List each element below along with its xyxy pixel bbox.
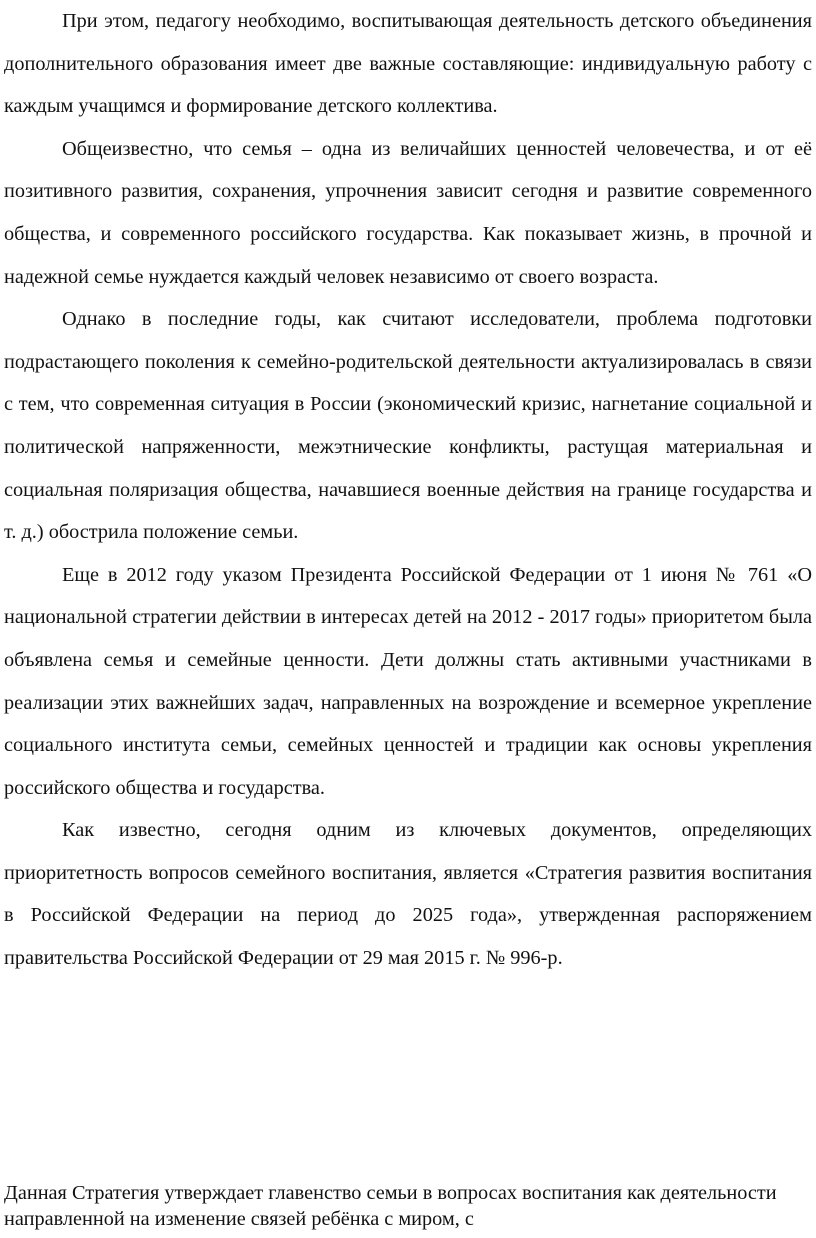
paragraph-1: При этом, педагогу необходимо, воспитывающая деятельность детского объединения дополнительного образования имеет две важные составляющие: индивидуальную работу с каждым учащимся и формирование детского коллектива. (4, 10, 812, 118)
paragraph-tail: Данная Стратегия утверждает главенство семьи в вопросах воспитания как деятельности направленной на изменение связей ребёнка с миром, с (4, 1182, 777, 1230)
paragraph-4: Еще в 2012 году указом Президента Российской Федерации от 1 июня № 761 «О национальной стратегии действии в интересах детей на 2012 - 2017 годы» приоритетом была объявлена семья и семейные ценности. Дети должны стать активными участниками в реализации этих важнейших задач, направленных на возрождение и всемерное укрепление социального института семьи, семейных ценностей и традиции как основы укрепления российского общества и государства. (4, 563, 812, 799)
paragraph-2: Общеизвестно, что семья – одна из величайших ценностей человечества, и от её позитивного развития, сохранения, упрочнения зависит сегодня и развитие современного общества, и современного российского государства. Как показывает жизнь, в прочной и надежной семье нуждается каждый человек независимо от своего возраста. (4, 137, 812, 288)
paragraph-3: Однако в последние годы, как считают исследователи, проблема подготовки подрастающего поколения к семейно-родительской деятельности актуализировалась в связи с тем, что современная ситуация в России (экономический кризис, нагнетание социальной и политической напряженности, межэтнические конфликты, растущая материальная и социальная поляризация общества, начавшиеся военные действия на границе государства и т. д.) обострила положение семьи. (4, 308, 812, 544)
paragraph-5: Как известно, сегодня одним из ключевых документов, определяющих приоритетность вопросов семейного воспитания, является «Стратегия развития воспитания в Российской Федерации на период до 2025 года», утвержденная распоряжением правительства Российской Федерации от 29 мая 2015 г. № 996-р. (4, 819, 812, 970)
document-body (4, 0, 812, 980)
